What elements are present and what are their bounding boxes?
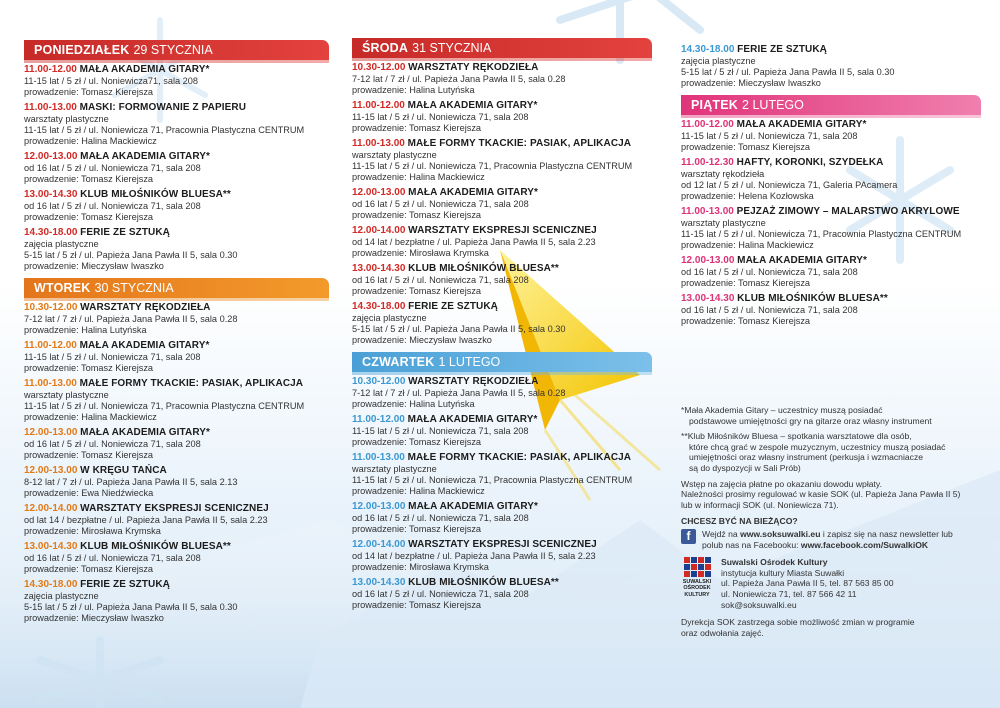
event-title: MAŁA AKADEMIA GITARY* [407, 414, 538, 425]
column-wednesday-thursday [352, 38, 652, 617]
event-time: 13.00-14.30 [352, 577, 406, 588]
day-date: 31 STYCZNIA [412, 41, 492, 55]
event-host: prowadzenie: Mirosława Krymska [352, 562, 489, 572]
event-host: prowadzenie: Tomasz Kierejsza [24, 450, 154, 460]
event-title: FERIE ZE SZTUKĄ [80, 579, 171, 590]
facebook-link[interactable]: www.facebook.com/SuwalkiOK [800, 539, 929, 550]
event-type: warsztaty plastyczne [24, 114, 109, 124]
logo-text-3: KULTURY [684, 591, 710, 598]
event-item [681, 293, 981, 327]
event-host: prowadzenie: Mirosława Krymska [352, 248, 489, 258]
event-title: MAŁA AKADEMIA GITARY* [736, 119, 867, 130]
event-item [24, 302, 329, 336]
day-date: 29 STYCZNIA [133, 43, 213, 57]
event-host: prowadzenie: Halina Mackiewicz [24, 412, 157, 422]
event-title: KLUB MIŁOŚNIKÓW BLUESA** [408, 577, 559, 588]
event-details: od 16 lat / 5 zł / ul. Noniewicza 71, sala 208 [24, 439, 201, 449]
event-host: prowadzenie: Ewa Niedźwiecka [24, 488, 154, 498]
day-section-wednesday [352, 38, 652, 346]
event-time: 13.00-14.30 [681, 293, 735, 304]
event-title: MAŁA AKADEMIA GITARY* [407, 100, 538, 111]
day-name: ŚRODA [362, 41, 409, 55]
sok-logo [681, 557, 713, 610]
event-time: 11.00-13.00 [352, 138, 405, 149]
event-title: KLUB MIŁOŚNIKÓW BLUESA** [80, 189, 231, 200]
day-section-friday [681, 95, 981, 327]
day-header-friday [681, 95, 981, 115]
event-details: 7-12 lat / 7 zł / ul. Papieża Jana Pawła II 5, sala 0.28 [24, 314, 238, 324]
day-date: 1 LUTEGO [438, 355, 501, 369]
event-title: MAŁA AKADEMIA GITARY* [80, 427, 211, 438]
event-item [24, 189, 329, 223]
logo-mark-icon [681, 557, 713, 577]
event-item [24, 151, 329, 185]
organization-block [681, 557, 981, 610]
event-time: 12.00-14.00 [24, 503, 78, 514]
event-host: prowadzenie: Mieczysław Iwaszko [24, 613, 164, 623]
fb-pre2: polub nas na Facebooku: [702, 539, 801, 550]
event-item [24, 378, 329, 423]
day-section-tuesday [24, 278, 329, 624]
logo-text-1: SUWALSKI [682, 579, 712, 586]
disclaimer-line1: Dyrekcja SOK zastrzega sobie możliwość zmian w programie [681, 617, 915, 628]
event-type: warsztaty rękodzieła [681, 169, 765, 179]
event-time: 11.00-12.30 [681, 157, 734, 168]
event-details: od 16 lat / 5 zł / ul. Noniewicza 71, sala 208 [352, 589, 529, 599]
day-section-monday [24, 40, 329, 272]
event-type: zajęcia plastyczne [24, 239, 99, 249]
event-details: 8-12 lat / 7 zł / ul. Papieża Jana Pawła II 5, sala 2.13 [24, 477, 238, 487]
event-time: 10.30-12.00 [24, 302, 78, 313]
event-time: 13.00-14.30 [352, 263, 406, 274]
event-host: prowadzenie: Tomasz Kierejsza [24, 87, 154, 97]
event-item [24, 340, 329, 374]
column-thursday-friday [681, 44, 981, 333]
event-item [352, 452, 652, 497]
event-details: 5-15 lat / 5 zł / ul. Papieża Jana Pawła II 5, sala 0.30 [352, 324, 566, 334]
day-date: 30 STYCZNIA [94, 281, 174, 295]
event-details: od 16 lat / 5 zł / ul. Noniewicza 71, sala 208 [24, 163, 201, 173]
day-header-wednesday [352, 38, 652, 58]
day-name: PONIEDZIAŁEK [34, 43, 130, 57]
note-blues-line2: które chcą grać w zespole muzycznym, uczestnicy muszą posiadać [689, 441, 946, 452]
event-host: prowadzenie: Tomasz Kierejsza [24, 174, 154, 184]
event-title: FERIE ZE SZTUKĄ [80, 227, 171, 238]
event-time: 11.00-12.00 [352, 414, 405, 425]
fb-pre: Wejdź na [702, 528, 741, 539]
note-blues [681, 431, 981, 473]
event-item [24, 465, 329, 499]
note-guitar [681, 405, 981, 426]
event-details: od lat 14 / bezpłatne / ul. Papieża Jana Pawła II 5, sala 2.23 [24, 515, 268, 525]
day-header-thursday [352, 352, 652, 372]
event-title: WARSZTATY EKSPRESJI SCENICZNEJ [408, 225, 597, 236]
day-header-monday [24, 40, 329, 60]
event-time: 12.00-13.00 [352, 187, 406, 198]
event-item [352, 100, 652, 134]
organization-info [721, 557, 893, 610]
org-address1: ul. Papieża Jana Pawła II 5, tel. 87 563 85 00 [721, 578, 894, 589]
event-time: 11.00-12.00 [681, 119, 734, 130]
day-name: PIĄTEK [691, 98, 739, 112]
event-host: prowadzenie: Tomasz Kierejsza [352, 286, 482, 296]
event-details: 11-15 lat / 5 zł / ul. Noniewicza 71, Pracownia Plastyczna CENTRUM [352, 161, 633, 171]
cta-heading: CHCESZ BYĆ NA BIEŻĄCO? [681, 516, 798, 527]
event-item [681, 44, 981, 89]
event-host: prowadzenie: Tomasz Kierejsza [24, 212, 154, 222]
event-type: zajęcia plastyczne [681, 56, 756, 66]
event-item [24, 427, 329, 461]
event-title: W KRĘGU TAŃCA [80, 465, 167, 476]
event-title: MAŁE FORMY TKACKIE: PASIAK, APLIKACJA [407, 138, 632, 149]
event-host: prowadzenie: Mieczysław Iwaszko [352, 335, 492, 345]
org-name: Suwalski Ośrodek Kultury [721, 557, 828, 568]
event-host: prowadzenie: Tomasz Kierejsza [352, 210, 482, 220]
event-time: 12.00-14.00 [352, 539, 406, 550]
event-details: 5-15 lat / 5 zł / ul. Papieża Jana Pawła II 5, sala 0.30 [24, 250, 238, 260]
event-host: prowadzenie: Tomasz Kierejsza [681, 142, 811, 152]
event-time: 10.30-12.00 [352, 62, 406, 73]
event-item [352, 414, 652, 448]
event-details: 5-15 lat / 5 zł / ul. Papieża Jana Pawła II 5, sala 0.30 [24, 602, 238, 612]
logo-text-2: OŚRODEK [683, 585, 711, 592]
event-host: prowadzenie: Tomasz Kierejsza [681, 278, 811, 288]
note-entry-line3: lub w informacji SOK (ul. Noniewicza 71). [681, 499, 839, 510]
event-type: warsztaty plastyczne [352, 150, 437, 160]
event-details: 11-15 lat / 5 zł / ul. Noniewicza 71, sala 208 [352, 112, 529, 122]
event-title: KLUB MIŁOŚNIKÓW BLUESA** [408, 263, 559, 274]
event-item [352, 301, 652, 346]
event-host: prowadzenie: Halina Lutyńska [352, 399, 475, 409]
event-time: 11.00-13.00 [352, 452, 405, 463]
event-item [352, 501, 652, 535]
event-time: 11.00-12.00 [352, 100, 405, 111]
fb-mid: i zapisz się na nasz newsletter lub [820, 528, 953, 539]
note-guitar-line2: podstawowe umiejętności gry na gitarze oraz własny instrument [689, 415, 932, 426]
event-item [352, 138, 652, 183]
event-item [681, 206, 981, 251]
event-host: prowadzenie: Mieczysław Iwaszko [24, 261, 164, 271]
event-host: prowadzenie: Tomasz Kierejsza [24, 564, 154, 574]
org-line2: instytucja kultury Miasta Suwałki [721, 567, 845, 578]
event-details: 11-15 lat / 5 zł / ul. Noniewicza 71, sala 208 [352, 426, 529, 436]
event-time: 14.30-18.00 [24, 227, 78, 238]
event-details: 11-15 lat / 5 zł / ul. Noniewicza 71, Pracownia Plastyczna CENTRUM [681, 229, 962, 239]
facebook-row [681, 529, 981, 550]
event-time: 11.00-12.00 [24, 64, 77, 75]
day-section-thursday-continued [681, 44, 981, 89]
event-title: WARSZTATY RĘKODZIEŁA [408, 62, 539, 73]
event-host: prowadzenie: Halina Lutyńska [24, 325, 147, 335]
event-time: 11.00-12.00 [24, 340, 77, 351]
event-details: 5-15 lat / 5 zł / ul. Papieża Jana Pawła II 5, sala 0.30 [681, 67, 895, 77]
event-title: WARSZTATY RĘKODZIEŁA [408, 376, 539, 387]
event-title: MAŁA AKADEMIA GITARY* [408, 501, 539, 512]
facebook-icon[interactable]: f [681, 529, 696, 544]
event-host: prowadzenie: Tomasz Kierejsza [352, 437, 482, 447]
note-guitar-line1: *Mała Akademia Gitary – uczestnicy muszą posiadać [681, 405, 883, 415]
event-title: WARSZTATY RĘKODZIEŁA [80, 302, 211, 313]
disclaimer-line2: oraz odwołania zajęć. [681, 627, 764, 638]
day-name: WTOREK [34, 281, 91, 295]
event-title: HAFTY, KORONKI, SZYDEŁKA [736, 157, 884, 168]
event-title: FERIE ZE SZTUKĄ [737, 44, 828, 55]
event-time: 12.00-13.00 [681, 255, 735, 266]
event-item [352, 62, 652, 96]
event-item [681, 157, 981, 202]
event-host: prowadzenie: Tomasz Kierejsza [24, 363, 154, 373]
note-blues-line1: **Klub Miłośników Bluesa – spotkania warsztatowe dla osób, [681, 431, 912, 442]
org-address2: ul. Noniewicza 71, tel. 87 566 42 11 [721, 588, 857, 599]
event-title: MAŁA AKADEMIA GITARY* [80, 151, 211, 162]
event-time: 12.00-13.00 [24, 151, 78, 162]
event-type: warsztaty plastyczne [24, 390, 109, 400]
note-blues-line3: umiejętności oraz własny instrument (perkusja i wzmacniacze [689, 452, 924, 463]
event-details: od 16 lat / 5 zł / ul. Noniewicza 71, sala 208 [24, 553, 201, 563]
event-host: prowadzenie: Tomasz Kierejsza [352, 123, 482, 133]
event-details: od 16 lat / 5 zł / ul. Noniewicza 71, sala 208 [352, 275, 529, 285]
note-entry-line1: Wstęp na zajęcia płatne po okazaniu dowodu wpłaty. [681, 478, 882, 489]
event-item [352, 577, 652, 611]
event-title: PEJZAŻ ZIMOWY – MALARSTWO AKRYLOWE [736, 206, 960, 217]
event-details: od 16 lat / 5 zł / ul. Noniewicza 71, sala 208 [681, 305, 858, 315]
event-host: prowadzenie: Tomasz Kierejsza [681, 316, 811, 326]
event-time: 13.00-14.30 [24, 189, 78, 200]
notes-section [681, 405, 981, 643]
event-item [352, 263, 652, 297]
event-details: 11-15 lat / 5 zł / ul. Noniewicza 71, sala 208 [681, 131, 858, 141]
event-time: 11.00-13.00 [681, 206, 734, 217]
event-time: 12.00-13.00 [352, 501, 406, 512]
event-title: WARSZTATY EKSPRESJI SCENICZNEJ [408, 539, 597, 550]
event-host: prowadzenie: Halina Mackiewicz [681, 240, 814, 250]
event-host: prowadzenie: Halina Mackiewicz [24, 136, 157, 146]
event-item [352, 187, 652, 221]
event-host: prowadzenie: Tomasz Kierejsza [352, 600, 482, 610]
event-details: 11-15 lat / 5 zł / ul. Noniewicza71, sala 208 [24, 76, 198, 86]
event-details: od 16 lat / 5 zł / ul. Noniewicza 71, sala 208 [681, 267, 858, 277]
event-time: 12.00-14.00 [352, 225, 406, 236]
event-host: prowadzenie: Helena Kozłowska [681, 191, 814, 201]
event-details: 11-15 lat / 5 zł / ul. Noniewicza 71, sala 208 [24, 352, 201, 362]
event-time: 11.00-13.00 [24, 378, 77, 389]
event-type: warsztaty plastyczne [681, 218, 766, 228]
note-blues-line4: są do dyspozycji w Sali Prób) [689, 462, 801, 473]
event-title: WARSZTATY EKSPRESJI SCENICZNEJ [80, 503, 269, 514]
event-title: KLUB MIŁOŚNIKÓW BLUESA** [80, 541, 231, 552]
event-title: MAŁA AKADEMIA GITARY* [408, 187, 539, 198]
event-details: od 14 lat / bezpłatne / ul. Papieża Jana Pawła II 5, sala 2.23 [352, 237, 596, 247]
event-details: od 16 lat / 5 zł / ul. Noniewicza 71, sala 208 [352, 199, 529, 209]
event-title: MAŁE FORMY TKACKIE: PASIAK, APLIKACJA [79, 378, 304, 389]
event-details: od 16 lat / 5 zł / ul. Noniewicza 71, sala 208 [24, 201, 201, 211]
event-title: MASKI: FORMOWANIE Z PAPIERU [79, 102, 247, 113]
facebook-text [702, 529, 953, 550]
event-item [352, 225, 652, 259]
day-name: CZWARTEK [362, 355, 435, 369]
event-time: 13.00-14.30 [24, 541, 78, 552]
org-email[interactable]: sok@soksuwalki.eu [721, 599, 797, 610]
event-item [352, 376, 652, 410]
event-details: 11-15 lat / 5 zł / ul. Noniewicza 71, Pracownia Plastyczna CENTRUM [352, 475, 633, 485]
note-entry-line2: Należności prosimy regulować w kasie SOK (ul. Papieża Jana Pawła II 5) [681, 489, 961, 500]
website-link[interactable]: www.soksuwalki.eu [740, 528, 821, 539]
event-time: 14.30-18.00 [24, 579, 78, 590]
event-details: 11-15 lat / 5 zł / ul. Noniewicza 71, Pracownia Plastyczna CENTRUM [24, 401, 305, 411]
event-item [24, 227, 329, 272]
column-monday-tuesday [24, 40, 329, 630]
event-time: 11.00-13.00 [24, 102, 77, 113]
event-item [24, 503, 329, 537]
event-type: zajęcia plastyczne [24, 591, 99, 601]
event-host: prowadzenie: Tomasz Kierejsza [352, 524, 482, 534]
event-item [681, 119, 981, 153]
note-entry [681, 479, 981, 511]
event-details: od 16 lat / 5 zł / ul. Noniewicza 71, sala 208 [352, 513, 529, 523]
day-date: 2 LUTEGO [742, 98, 804, 112]
event-title: KLUB MIŁOŚNIKÓW BLUESA** [737, 293, 888, 304]
day-header-tuesday [24, 278, 329, 298]
event-title: MAŁA AKADEMIA GITARY* [737, 255, 868, 266]
event-type: warsztaty plastyczne [352, 464, 437, 474]
event-item [681, 255, 981, 289]
event-details: 7-12 lat / 7 zł / ul. Papieża Jana Pawła II 5, sala 0.28 [352, 388, 566, 398]
event-host: prowadzenie: Mirosława Krymska [24, 526, 161, 536]
event-host: prowadzenie: Halina Mackiewicz [352, 172, 485, 182]
disclaimer [681, 617, 981, 638]
event-title: MAŁE FORMY TKACKIE: PASIAK, APLIKACJA [407, 452, 632, 463]
event-details: od 12 lat / 5 zł / ul. Noniewicza 71, Galeria PAcamera [681, 180, 898, 190]
event-type: zajęcia plastyczne [352, 313, 427, 323]
event-item [24, 541, 329, 575]
event-details: 11-15 lat / 5 zł / ul. Noniewicza 71, Pracownia Plastyczna CENTRUM [24, 125, 305, 135]
event-details: od 14 lat / bezpłatne / ul. Papieża Jana Pawła II 5, sala 2.23 [352, 551, 596, 561]
event-host: prowadzenie: Halina Lutyńska [352, 85, 475, 95]
event-item [352, 539, 652, 573]
event-host: prowadzenie: Mieczysław Iwaszko [681, 78, 821, 88]
event-time: 12.00-13.00 [24, 465, 78, 476]
event-item [24, 64, 329, 98]
event-title: MAŁA AKADEMIA GITARY* [79, 340, 210, 351]
event-details: 7-12 lat / 7 zł / ul. Papieża Jana Pawła II 5, sala 0.28 [352, 74, 566, 84]
event-time: 14.30-18.00 [681, 44, 735, 55]
event-host: prowadzenie: Halina Mackiewicz [352, 486, 485, 496]
event-item [24, 102, 329, 147]
event-title: FERIE ZE SZTUKĄ [408, 301, 499, 312]
event-time: 12.00-13.00 [24, 427, 78, 438]
event-time: 10.30-12.00 [352, 376, 406, 387]
event-title: MAŁA AKADEMIA GITARY* [79, 64, 210, 75]
event-item [24, 579, 329, 624]
event-time: 14.30-18.00 [352, 301, 406, 312]
day-section-thursday [352, 352, 652, 611]
